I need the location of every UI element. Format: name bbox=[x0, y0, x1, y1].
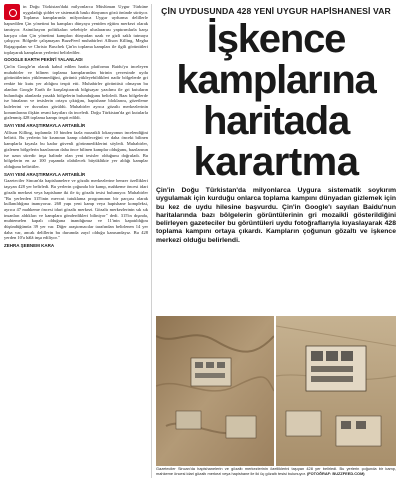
caption-text: Gazeteciler Sincan'da hapishanelerin ve gözaltı merkezlerinin özelliklerini taşıyan 428 yer belirledi. Bu yerlerin çoğunda bir kamp, mahkeme öncesi idari gözaltı merkezi veya hapishane ile iki üç gözaltı tesisi bulunuyor. bbox=[156, 466, 396, 476]
section-heading: GOOGLE EARTH PEKİN'İ YALANLADI bbox=[4, 57, 83, 63]
section-text: Allison Killing, toplamda 10 binden fazla mozaikli lokasyonun incelendiğini belirtti. Bu yerlerin bir kısmının kamp olabileceğini ve daha önceki bilinen kamplarla kıyasla bu kadar güvenli görünmediklerini söyledi. Muhabirler, gizlenen bölgelerin bazılarının daha önce bilinen kamplar olduğunu, bazılarının ise uzun süredir inşa halinde olan yeni tesisler olduğunu doğruladı. Bu bölgelerin en az 100 yaşamda olabilecek büyüklükte yer aldığı kamplar olduğunu belirttiler. bbox=[4, 129, 148, 169]
headline-line: İşkence bbox=[206, 17, 346, 61]
lede-paragraph: Çin'in Doğu Türkistan'da milyonlarca Uygura sistematik soykırım uygulamak için kurduğu onlarca toplama kampını dünyadan gizlemek için bu kez de uydu hilesine başvurdu. Çin'in Google'ı sayılan Baidu'nun haritalarında bazı bölgelerin görüntülerinin gri mozaikli gösterildiğini belirleyen gazeteciler bu görüntüleri uydu fotoğraflarıyla kıyaslayarak 428 toplama kampını ortaya çıkardı. Kampların çoğunun gözaltı ve işkence merkezi olduğu belirlendi. bbox=[156, 187, 396, 244]
newspaper-logo-icon bbox=[4, 4, 20, 20]
headline-line: haritada bbox=[202, 99, 349, 143]
section-text: Gazeteciler Sincan'da hapishanelere ve gözaltı merkezlerine benzer özellikleri taşıyan 428 yer belirledi. Bu yerlerin çoğunda bir kamp, mahkeme öncesi idari gözaltı merkezi veya hapishane iki ile üç gözaltı tesisi bulunuyor. Muhabirler "Bu yerlerden 315'inin mevcut tutuklama programının bir parçası olarak kullanıldığına inanıyoruz. 268 yapı yeni kamp veya hapishane kompleksi, ayrıca 47 mahkeme öncesi idari gözaltı merkezi. Gözaltı merkezlerinin sık sık insanları aldıkları ve kamplara gönderdikleri biliniyor" dedi. 315'in dışında, muhtemelen kapalı olduğuna inandığımız ve 11'inin kapatıldığını düşündüğümüz 39 yer var. Diğer araştırmacılar tarafından belirlenen 14 yer daha var, ancak delillerin bu durumda zayıf olduğu kanısındayız. Bu 428 yerden 10'u hâlâ inşa ediliyor." bbox=[4, 178, 148, 241]
left-article-column bbox=[4, 4, 152, 478]
headline-line: karartma bbox=[193, 140, 359, 184]
section-text: Çin'in Google'ın olarak kabul edilen harita platformu Baidu'yu inceleyen muhabirler ve bilinen toplama kamplarından birinin çevresinde uydu görüntülerinin yüklenmediğini, görüntü yükleyebildikleri nadir bölgelerde gri renkte bir kutu yer aldığını tespit etti. Muhabirler görüntüsü olmayan bu alanları Google Earth ile karşılaştırarak bilgisayar yazılımı ile gri kutuların bulunduğu alanlarda yasaklı bölgelerin bulunduğunu belirledi. Bazı bölgelerde ise binaların ve tesislerin ortaya çıktığını, hapishane bloklarını, gözetleme kulelerini ve duvarları görüldü. Muhabirler ayrıca gözaltı merkezlerinin konumlarına ilişkin resmi kayıtları da inceledi. Doğu Türkistan'da gri kutularla gizlenmiş 428 toplama kampı tespit edildi. bbox=[4, 64, 148, 121]
main-article bbox=[156, 4, 396, 482]
photo-caption bbox=[156, 467, 396, 477]
section-heading: SAYI YENİ ARAŞTIRMAYLA ARTABİLİR bbox=[4, 171, 86, 177]
intro-paragraph: in Doğu Türkistan'daki milyonlarca Müslüman Uygur Türküne uyguladığı şiddet ve sistematik baskı dünyanın gözü önünde sürüyor. Toplama kamplarında milyonlarca Uygur uydurma delillerle hapsedilen Çin yönetimi bu kampları dünyaya yeniden eğitim merkezi olarak tanıtıyor. Asimilasyon politikaları sebebiyle uluslararası yaptırımlarla karşı karşıya olan Çin yönetimi kampları dünyadan uzak ve gizli saklı tutmaya çalışıyor. Bölgede çalışmayan BuzzFeed muhabirleri Allison Killing, Megha Rajagopalan ve Christo Buschek Çin'in toplama kampları ile ilgili görüntüleri toplayarak kampların yerlerini belirlediler. bbox=[4, 4, 148, 55]
satellite-photo bbox=[156, 316, 396, 466]
main-headline bbox=[156, 19, 396, 183]
satellite-image bbox=[156, 316, 396, 466]
kicker-headline: ÇİN UYDUSUNDA 428 YENİ UYGUR HAPİSHANESİ VAR bbox=[161, 6, 391, 16]
section-heading: SAYI YENİ ARAŞTIRMAYLA ARTABİLİR bbox=[4, 123, 86, 129]
photo-credit: (FOTOĞRAF: BUZZFEED.COM) bbox=[306, 470, 365, 476]
author-signature: ZEHRA ŞEBNEM KARA bbox=[4, 243, 55, 249]
headline-line: kamplarına bbox=[176, 58, 376, 102]
